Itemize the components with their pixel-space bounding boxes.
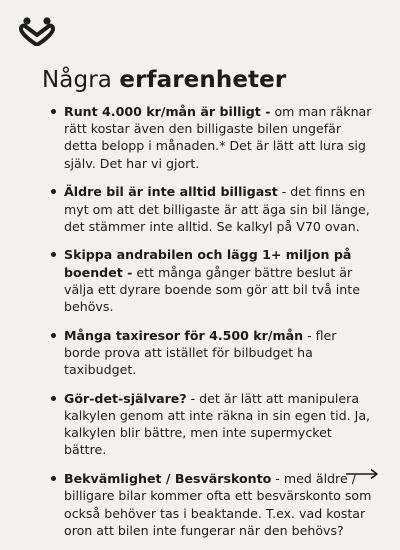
page-title [42,64,286,96]
list-item [30,470,375,539]
bullet-icon [51,109,56,114]
list-item [30,103,375,172]
list-item [30,327,375,379]
title-light: Några [42,67,112,93]
item-text: - det är lätt att manipulera kalkylen genom att inte räkna in sin egen tid. Ja, kalkylen blir bättre, men inte supermycket bättre. [64,390,371,458]
list-item [30,390,375,459]
bullet-icon [51,333,56,338]
arrow-right-icon[interactable] [345,468,379,480]
item-text: om man räknar rätt kostar även den billigaste bilen ungefär detta belopp i månaden.* Det är lätt att lura sig själv. Det har vi gjort. [64,104,372,171]
bullet-icon [51,252,56,257]
list-item [30,183,375,235]
item-text: ett många gånger bättre beslut är välja ett dyrare boende som gör att bil två inte behövs. [64,264,360,315]
title-bold: erfarenheter [119,67,287,93]
bullet-icon [51,396,56,401]
item-lead: Skippa andrabilen och lägg 1+ miljon på boendet - [64,247,352,280]
bullet-icon [51,189,56,194]
experience-list [30,103,375,550]
item-lead: Bekvämlighet / Besvärskonto [64,471,272,487]
item-lead: Äldre bil är inte alltid billigast [64,184,278,200]
item-lead: Gör-det-självare? [64,390,187,406]
item-lead: Runt 4.000 kr/mån är billigt - [64,104,271,119]
item-lead: Många taxiresor för 4.500 kr/mån [64,327,304,343]
heart-people-logo-icon [19,16,55,46]
item-text: - med äldre / billigare bilar kommer ofta ett besvärskonto som också behöver tas i beaktande. T.ex. vad kostar oron att bilen inte fungerar när den behövs? [64,471,372,538]
bullet-icon [51,476,56,481]
list-item [30,246,375,315]
item-text: - det finns en myt om att det billigaste är att äga sin bil länge, det stämmer inte alltid. Se kalkyl på V70 ovan. [64,184,370,234]
item-text: - fler borde prova att istället för bilbudget ha taxibudget. [64,327,337,378]
